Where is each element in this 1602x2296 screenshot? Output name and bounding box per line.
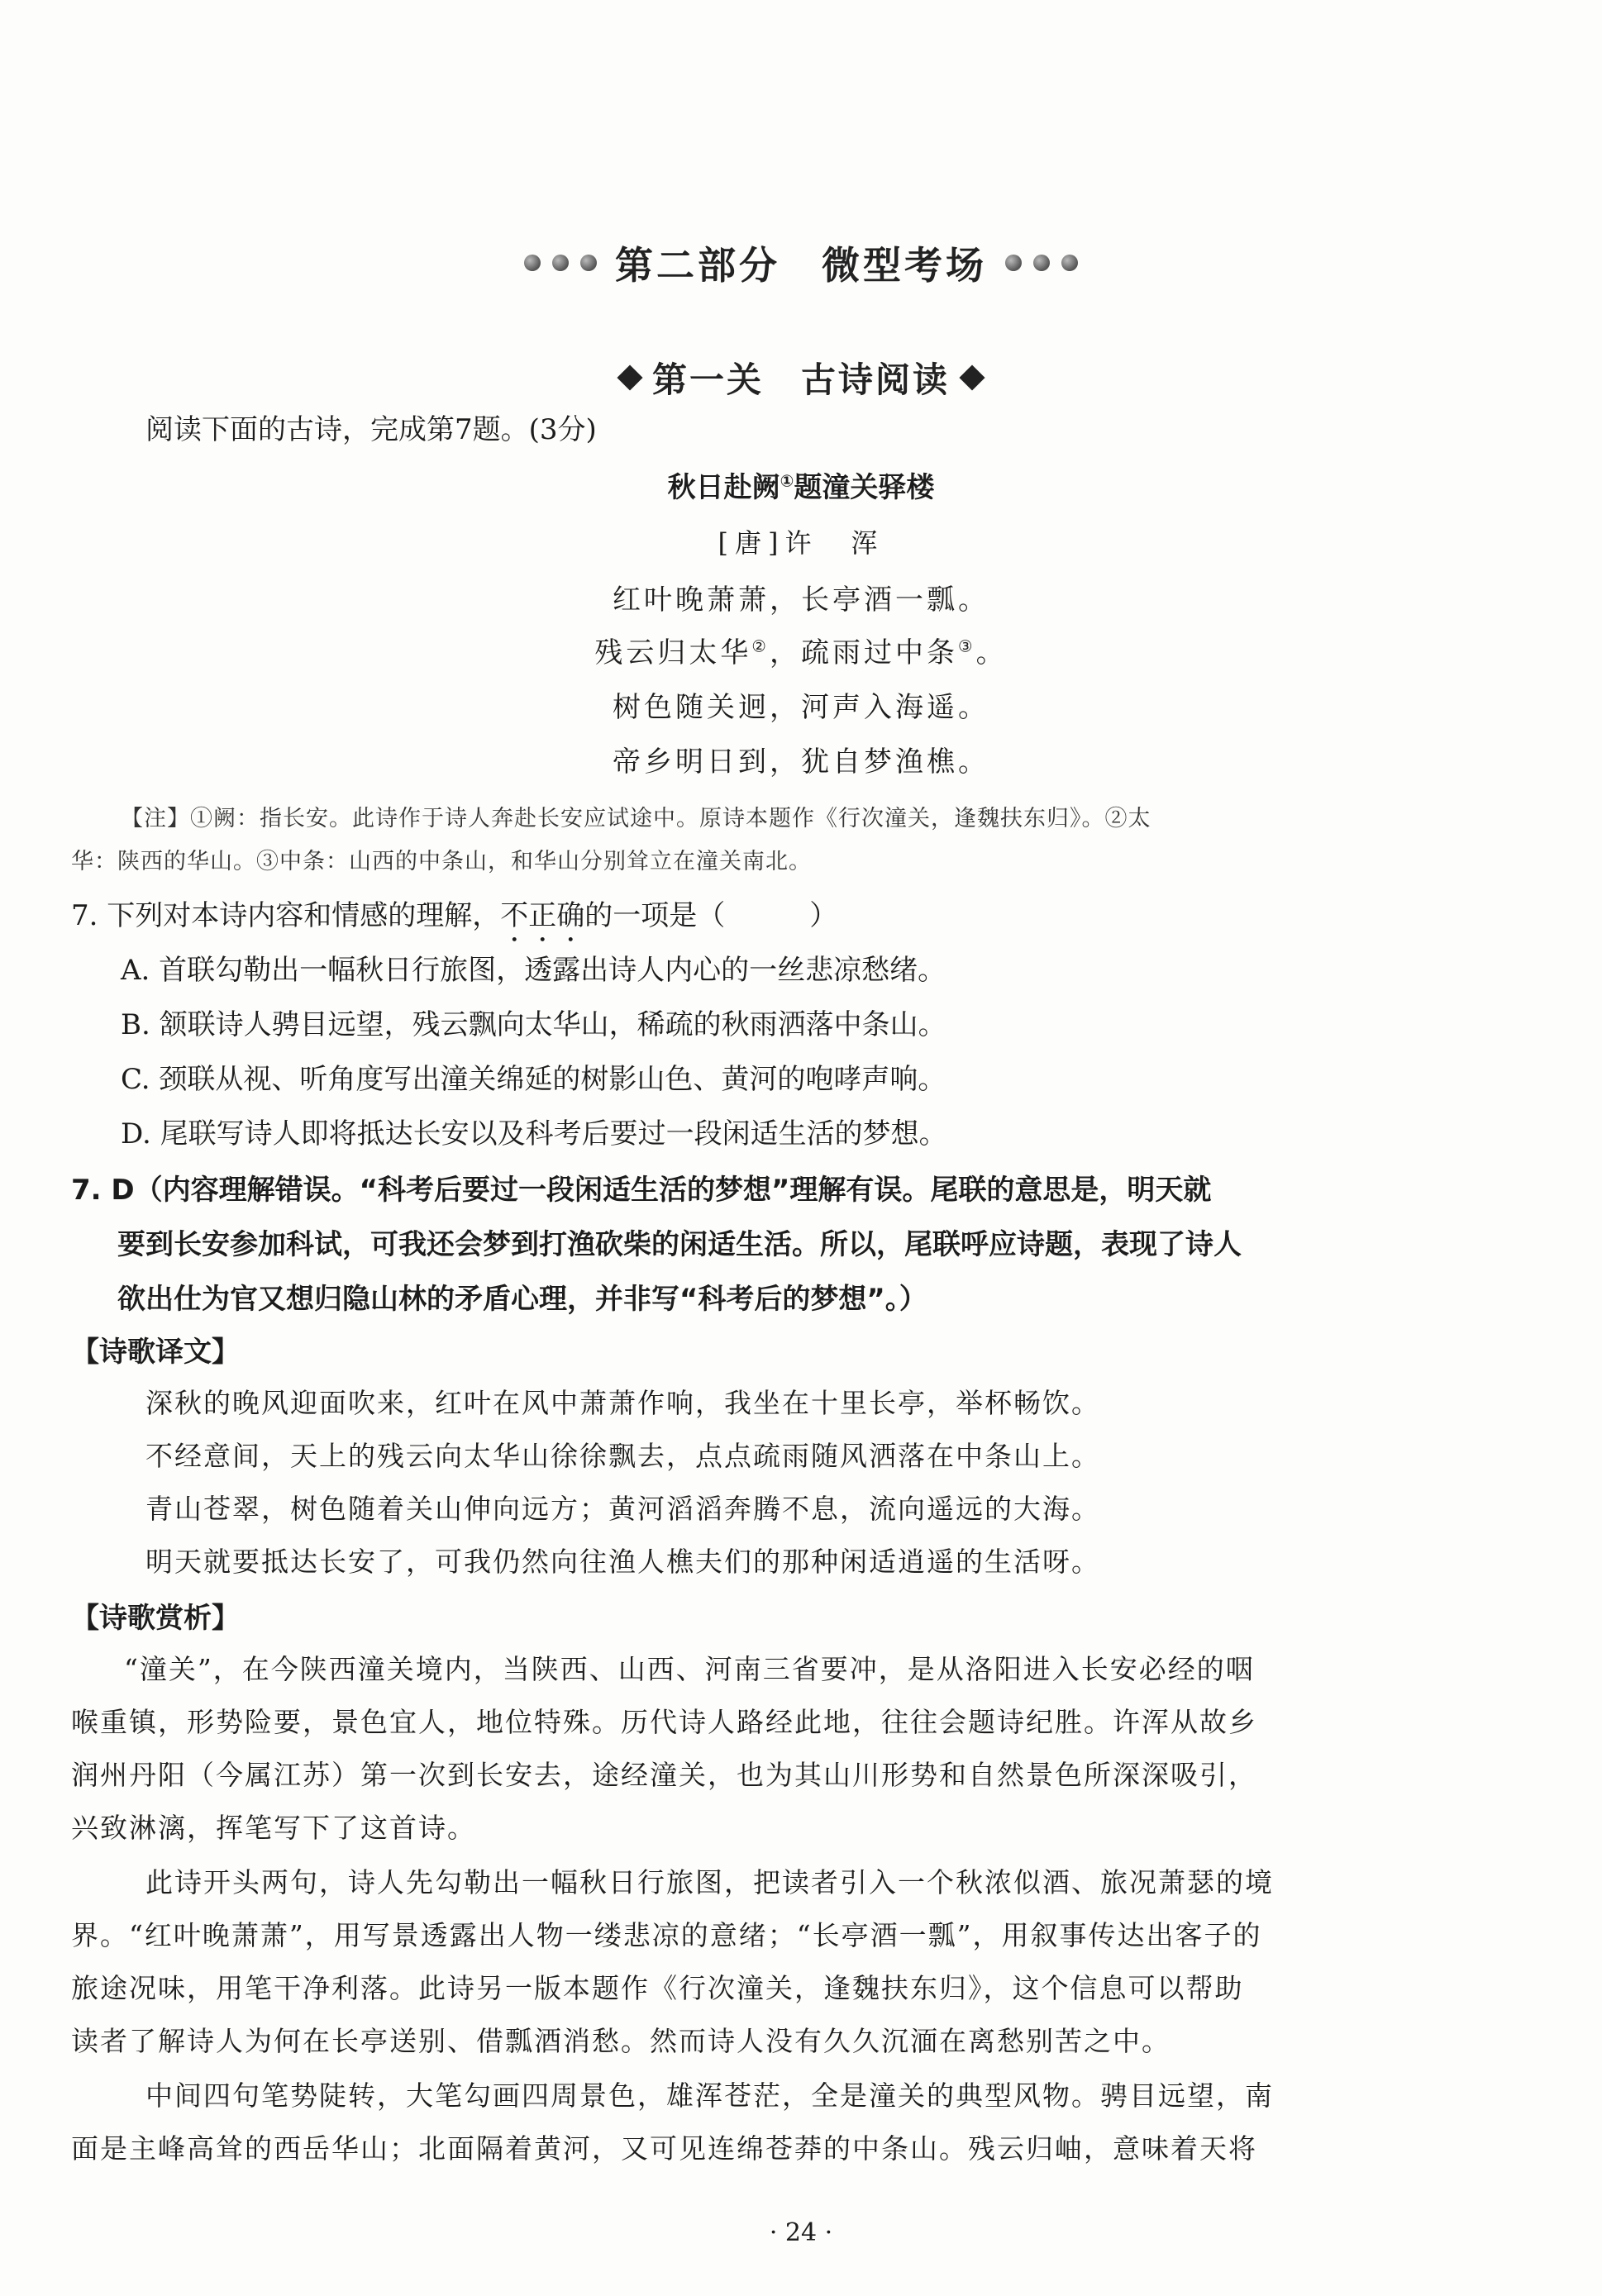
poem-line xyxy=(0,739,1602,779)
poem-line-text: 帝乡明日到，犹自梦渔樵。 xyxy=(613,745,989,779)
answer-line: 7. D（内容理解错误。“科考后要过一段闲适生活的梦想”理解有误。尾联的意思是，明天就 xyxy=(71,1174,1212,1207)
appreciation-line: “潼关”，在今陕西潼关境内，当陕西、山西、河南三省要冲，是从洛阳进入长安必经的咽 xyxy=(124,1653,1255,1685)
poem-line-text: 红叶晚萧萧，长亭酒一瓢。 xyxy=(613,584,989,617)
translation-line: 青山苍翠，树色随着关山伸向远方；黄河滔滔奔腾不息，流向遥远的大海。 xyxy=(145,1493,1100,1525)
appreciation-line: 界。“红叶晚萧萧”，用写景透露出人物一缕悲凉的意绪；“长亭酒一瓢”，用叙事传达出客子的 xyxy=(71,1919,1262,1951)
poem-line xyxy=(0,684,1602,725)
footnote-marker: ③ xyxy=(958,636,976,656)
translation-line: 明天就要抵达长安了，可我仍然向往渔人樵夫们的那种闲适逍遥的生活呀。 xyxy=(145,1546,1100,1578)
page-number: · 24 · xyxy=(769,2218,833,2247)
question-emphasis: 不正确 xyxy=(500,899,585,932)
appreciation-line: 面是主峰高耸的西岳华山；北面隔着黄河，又可见连绵苍莽的中条山。残云归岫，意味着天将 xyxy=(71,2132,1257,2165)
translation-line: 不经意间，天上的残云向太华山徐徐飘去，点点疏雨随风洒落在中条山上。 xyxy=(145,1440,1100,1472)
appreciation-line: 旅途况味，用笔干净利落。此诗另一版本题作《行次潼关，逢魏扶东归》，这个信息可以帮助 xyxy=(71,1972,1244,2004)
appreciation-line: 喉重镇，形势险要，景色宜人，地位特殊。历代诗人路经此地，往往会题诗纪胜。许浑从故乡 xyxy=(71,1706,1257,1738)
question-text: 的一项是（ ） xyxy=(584,899,838,932)
part-title xyxy=(0,230,1602,296)
decorative-dots-right xyxy=(1005,255,1078,271)
option-b: B. 颔联诗人骋目远望，残云飘向太华山，稀疏的秋雨洒落中条山。 xyxy=(121,1008,946,1041)
appreciation-heading: 【诗歌赏析】 xyxy=(71,1602,240,1635)
section-title-text: 第一关 古诗阅读 xyxy=(651,360,950,400)
decorative-dots-left xyxy=(524,255,597,271)
question-stem xyxy=(71,893,837,949)
answer-line: 要到长安参加科试，可我还会梦到打渔砍柴的闲适生活。所以，尾联呼应诗题，表现了诗人 xyxy=(117,1228,1242,1261)
appreciation-line: 中间四句笔势陡转，大笔勾画四周景色，雄浑苍茫，全是潼关的典型风物。骋目远望，南 xyxy=(145,2079,1274,2112)
question-text: 7. 下列对本诗内容和情感的理解， xyxy=(71,899,501,932)
poem-title-part: 题潼关驿楼 xyxy=(794,471,935,504)
poem-title-part: 秋日赴阙 xyxy=(667,471,780,504)
poem-title xyxy=(0,464,1602,505)
part-title-text: 第二部分 微型考场 xyxy=(615,243,987,288)
appreciation-line: 此诗开头两句，诗人先勾勒出一幅秋日行旅图，把读者引入一个秋浓似酒、旅况萧瑟的境 xyxy=(145,1866,1274,1898)
footnote-line: 【注】①阙：指长安。此诗作于诗人奔赴长安应试途中。原诗本题作《行次潼关，逢魏扶东归》。②太 xyxy=(121,806,1151,831)
poem-line-text: 残云归太华 xyxy=(594,636,752,669)
translation-heading: 【诗歌译文】 xyxy=(71,1336,240,1369)
poem-line-text: 树色随关迥，河声入海遥。 xyxy=(613,691,989,724)
instruction: 阅读下面的古诗，完成第7题。(3分) xyxy=(145,413,597,446)
poem-line-text: 。 xyxy=(975,636,1008,669)
option-c: C. 颈联从视、听角度写出潼关绵延的树影山色、黄河的咆哮声响。 xyxy=(121,1063,946,1096)
answer-line: 欲出仕为官又想归隐山林的矛盾心理，并非写“科考后的梦想”。） xyxy=(117,1283,927,1316)
poem-author: [唐]许 浑 xyxy=(718,527,884,559)
option-d: D. 尾联写诗人即将抵达长安以及科考后要过一段闲适生活的梦想。 xyxy=(121,1117,947,1150)
appreciation-line: 兴致淋漓，挥笔写下了这首诗。 xyxy=(71,1812,476,1844)
poem-line xyxy=(0,577,1602,617)
footnote-marker: ① xyxy=(780,471,794,491)
appreciation-line: 润州丹阳（今属江苏）第一次到长安去，途经潼关，也为其山川形势和自然景色所深深吸引， xyxy=(71,1759,1257,1791)
diamond-icon xyxy=(617,364,642,390)
poem-line-text: ，疏雨过中条 xyxy=(770,636,958,669)
appreciation-line: 读者了解诗人为何在长亭送别、借瓢酒消愁。然而诗人没有久久沉湎在离愁别苦之中。 xyxy=(71,2025,1171,2057)
poem-line xyxy=(0,630,1602,670)
section-title xyxy=(0,349,1602,407)
footnote-marker: ② xyxy=(751,636,770,656)
footnote-line: 华：陕西的华山。③中条：山西的中条山，和华山分别耸立在潼关南北。 xyxy=(71,849,812,874)
option-a: A. 首联勾勒出一幅秋日行旅图，透露出诗人内心的一丝悲凉愁绪。 xyxy=(121,954,946,987)
diamond-icon xyxy=(959,364,985,390)
translation-line: 深秋的晚风迎面吹来，红叶在风中萧萧作响，我坐在十里长亭，举杯畅饮。 xyxy=(145,1387,1100,1419)
